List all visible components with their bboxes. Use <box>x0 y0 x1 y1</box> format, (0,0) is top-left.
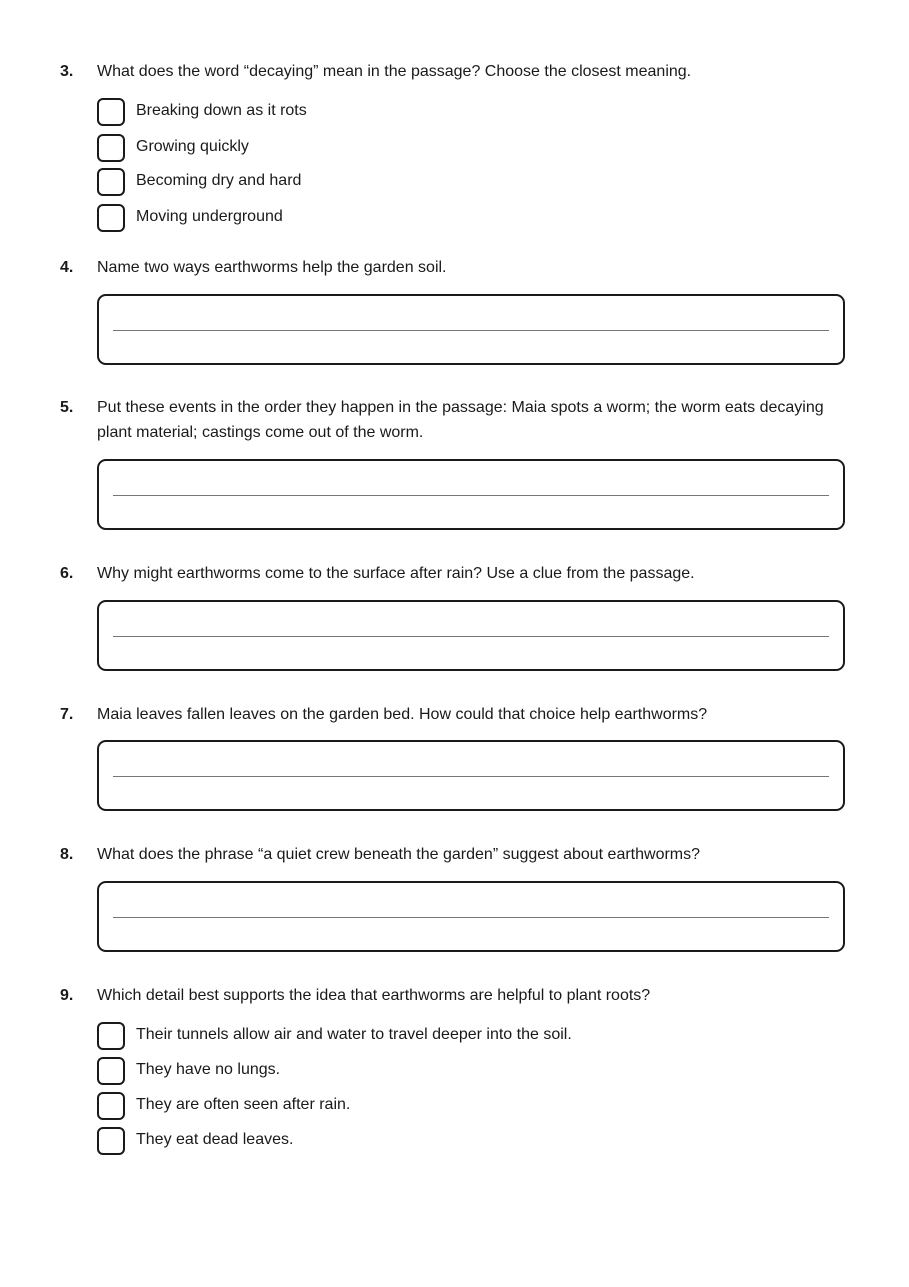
question-text: Why might earthworms come to the surface after rain? Use a clue from the passage. <box>97 565 695 582</box>
answer-box-q7[interactable] <box>97 740 845 811</box>
writing-line <box>113 330 829 331</box>
question-number: 7. <box>60 706 74 723</box>
writing-line <box>113 636 829 637</box>
question-text: Maia leaves fallen leaves on the garden bed. How could that choice help earthworms? <box>97 706 708 723</box>
checkbox[interactable] <box>97 98 125 126</box>
checkbox[interactable] <box>97 134 125 162</box>
answer-box-q8[interactable] <box>97 881 845 952</box>
question-number: 5. <box>60 399 74 416</box>
checkbox[interactable] <box>97 1127 125 1155</box>
answer-box-q4[interactable] <box>97 294 845 365</box>
writing-line <box>113 776 829 777</box>
checkbox[interactable] <box>97 1092 125 1120</box>
question-number: 3. <box>60 63 74 80</box>
question-number: 9. <box>60 987 74 1004</box>
question-text: What does the word “decaying” mean in the passage? Choose the closest meaning. <box>97 63 692 80</box>
checkbox[interactable] <box>97 168 125 196</box>
answer-box-q6[interactable] <box>97 600 845 671</box>
option-label: Becoming dry and hard <box>136 172 302 189</box>
option-label: Their tunnels allow air and water to travel deeper into the soil. <box>136 1026 572 1043</box>
checkbox[interactable] <box>97 1057 125 1085</box>
option-label: They eat dead leaves. <box>136 1131 294 1148</box>
answer-box-q5[interactable] <box>97 459 845 530</box>
writing-line <box>113 917 829 918</box>
question-text: Name two ways earthworms help the garden soil. <box>97 259 447 276</box>
question-text: Which detail best supports the idea that earthworms are helpful to plant roots? <box>97 987 651 1004</box>
question-text: What does the phrase “a quiet crew beneath the garden” suggest about earthworms? <box>97 846 701 863</box>
option-label: Moving underground <box>136 208 283 225</box>
option-label: Growing quickly <box>136 138 249 155</box>
question-number: 6. <box>60 565 74 582</box>
checkbox[interactable] <box>97 204 125 232</box>
question-text: Put these events in the order they happen in the passage: Maia spots a worm; the worm eats decaying plant material; castings come out of the worm. <box>97 399 824 441</box>
writing-line <box>113 495 829 496</box>
option-label: Breaking down as it rots <box>136 102 307 119</box>
option-label: They are often seen after rain. <box>136 1096 351 1113</box>
option-label: They have no lungs. <box>136 1061 281 1078</box>
question-number: 8. <box>60 846 74 863</box>
checkbox[interactable] <box>97 1022 125 1050</box>
question-number: 4. <box>60 259 74 276</box>
